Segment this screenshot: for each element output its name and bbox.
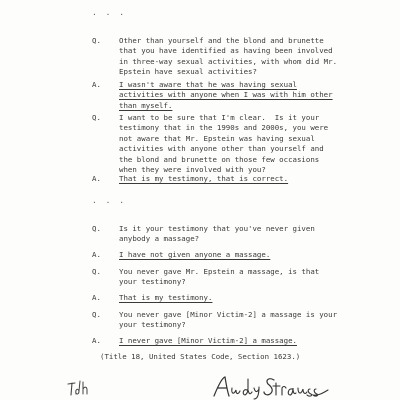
signature-drawing bbox=[212, 374, 332, 400]
question-text: You never gave [Minor Victim-2] a massage is your your testimony? bbox=[119, 310, 338, 330]
answer-tag: A. bbox=[92, 174, 101, 183]
ellipsis-mid: . . . bbox=[92, 196, 127, 205]
question-text: Other than yourself and the blond and brunette that you have identified as having been involved in three-way sexual activities, with whom did Mr. Epstein have sexual activities? bbox=[119, 36, 338, 77]
initials-drawing bbox=[66, 378, 92, 398]
handwritten-initials bbox=[66, 378, 92, 402]
question-tag: Q. bbox=[92, 267, 101, 276]
answer-text: I wasn't aware that he was having sexual activities with anyone when I was with him other than myself. bbox=[119, 80, 333, 110]
answer-tag: A. bbox=[92, 336, 101, 345]
answer-text: I have not given anyone a massage. bbox=[119, 250, 271, 259]
answer-text: That is my testimony. bbox=[119, 293, 213, 302]
answer-tag: A. bbox=[92, 293, 101, 302]
question-tag: Q. bbox=[92, 310, 101, 319]
answer-tag: A. bbox=[92, 80, 101, 89]
question-tag: Q. bbox=[92, 36, 101, 45]
statute-citation: (Title 18, United States Code, Section 1623.) bbox=[100, 352, 301, 361]
answer-tag: A. bbox=[92, 250, 101, 259]
question-text: Is it your testimony that you've never given anybody a massage? bbox=[119, 224, 315, 244]
answer-text: That is my testimony, that is correct. bbox=[119, 174, 289, 183]
question-tag: Q. bbox=[92, 224, 101, 233]
answer-text: I never gave [Minor Victim-2] a massage. bbox=[119, 336, 297, 345]
question-text: I want to be sure that I'm clear. Is it your testimony that in the 1990s and 2000s, you were not aware that Mr. Epstein was having sexual activities with anyone other than yourself and the blond and brunette on those few occasions when they were involved with you? bbox=[119, 113, 329, 175]
question-text: You never gave Mr. Epstein a massage, is that your testimony? bbox=[119, 267, 320, 287]
ellipsis-top: . . . bbox=[92, 8, 127, 17]
question-tag: Q. bbox=[92, 113, 101, 122]
